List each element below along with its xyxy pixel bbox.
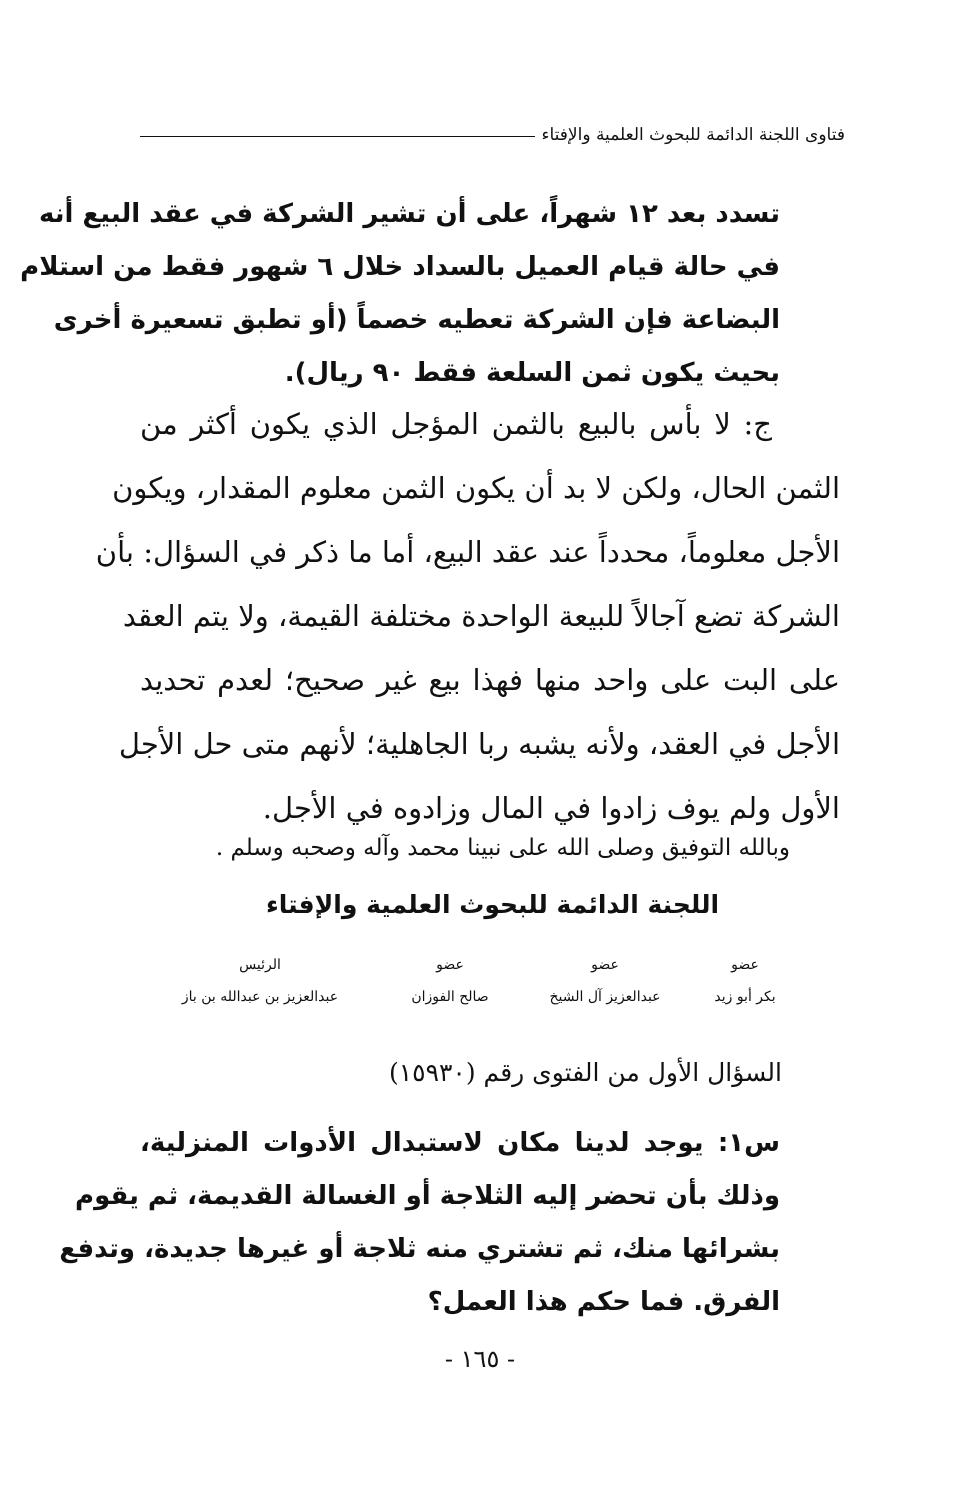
signatory bbox=[380, 955, 520, 1007]
running-header bbox=[140, 120, 845, 150]
question-two bbox=[59, 1117, 780, 1329]
signatory-role: عضو bbox=[591, 957, 619, 973]
header-rule bbox=[140, 136, 535, 137]
question-line: بشرائها منك، ثم تشتري منه ثلاجة أو غيرها جديدة، وتدفع bbox=[59, 1234, 780, 1264]
question-line: في حالة قيام العميل بالسداد خلال ٦ شهور فقط من استلام bbox=[20, 252, 780, 282]
answer-line: الثمن الحال، ولكن لا بد أن يكون الثمن معلوم المقدار، ويكون bbox=[112, 471, 840, 505]
page-number: - ١٦٥ - bbox=[444, 1345, 516, 1373]
question-line: تسدد بعد ١٢ شهراً، على أن تشير الشركة في عقد البيع أنه bbox=[39, 199, 780, 229]
answer-paragraph bbox=[95, 392, 840, 840]
signatory-name: بكر أبو زيد bbox=[714, 989, 776, 1005]
answer-line: على البت على واحد منها فهذا بيع غير صحيح؛ لعدم تحديد bbox=[140, 663, 840, 697]
question-line: س١: يوجد لدينا مكان لاستبدال الأدوات المنزلية، bbox=[140, 1128, 780, 1158]
closing-prayer: وبالله التوفيق وصلى الله على نبينا محمد وآله وصحبه وسلم . bbox=[215, 835, 790, 861]
signatory bbox=[690, 955, 800, 1007]
signatory bbox=[140, 955, 380, 1007]
signatory bbox=[520, 955, 690, 1007]
signatory-name: عبدالعزيز آل الشيخ bbox=[549, 989, 661, 1005]
question-continued bbox=[20, 188, 780, 400]
question-line: وذلك بأن تحضر إليه الثلاجة أو الغسالة القديمة، ثم يقوم bbox=[75, 1181, 780, 1211]
header-title: فتاوى اللجنة الدائمة للبحوث العلمية والإفتاء bbox=[541, 125, 845, 145]
signatory-role: عضو bbox=[731, 957, 759, 973]
answer-line: الأجل معلوماً، محدداً عند عقد البيع، أما ما ذكر في السؤال: بأن bbox=[95, 535, 840, 569]
committee-name: اللجنة الدائمة للبحوث العلمية والإفتاء bbox=[265, 890, 720, 919]
question-line: الفرق. فما حكم هذا العمل؟ bbox=[427, 1287, 780, 1317]
question-line: البضاعة فإن الشركة تعطيه خصماً (أو تطبق تسعيرة أخرى bbox=[53, 305, 780, 335]
answer-line: الشركة تضع آجالاً للبيعة الواحدة مختلفة القيمة، ولا يتم العقد bbox=[122, 599, 840, 633]
answer-line: الأجل في العقد، ولأنه يشبه ربا الجاهلية؛ لأنهم متى حل الأجل bbox=[118, 727, 840, 761]
signatory-role: عضو bbox=[436, 957, 464, 973]
fatwa-title: السؤال الأول من الفتوى رقم (١٥٩٣٠) bbox=[388, 1058, 782, 1087]
answer-line: الأول ولم يوف زادوا في المال وزادوه في الأجل. bbox=[262, 791, 840, 825]
question-line: بحيث يكون ثمن السلعة فقط ٩٠ ريال). bbox=[284, 358, 780, 388]
answer-line: ج: لا بأس بالبيع بالثمن المؤجل الذي يكون أكثر من bbox=[140, 407, 772, 441]
signatory-role: الرئيس bbox=[239, 957, 281, 973]
signatory-name: عبدالعزيز بن عبدالله بن باز bbox=[181, 989, 339, 1005]
signatory-name: صالح الفوزان bbox=[411, 989, 489, 1005]
